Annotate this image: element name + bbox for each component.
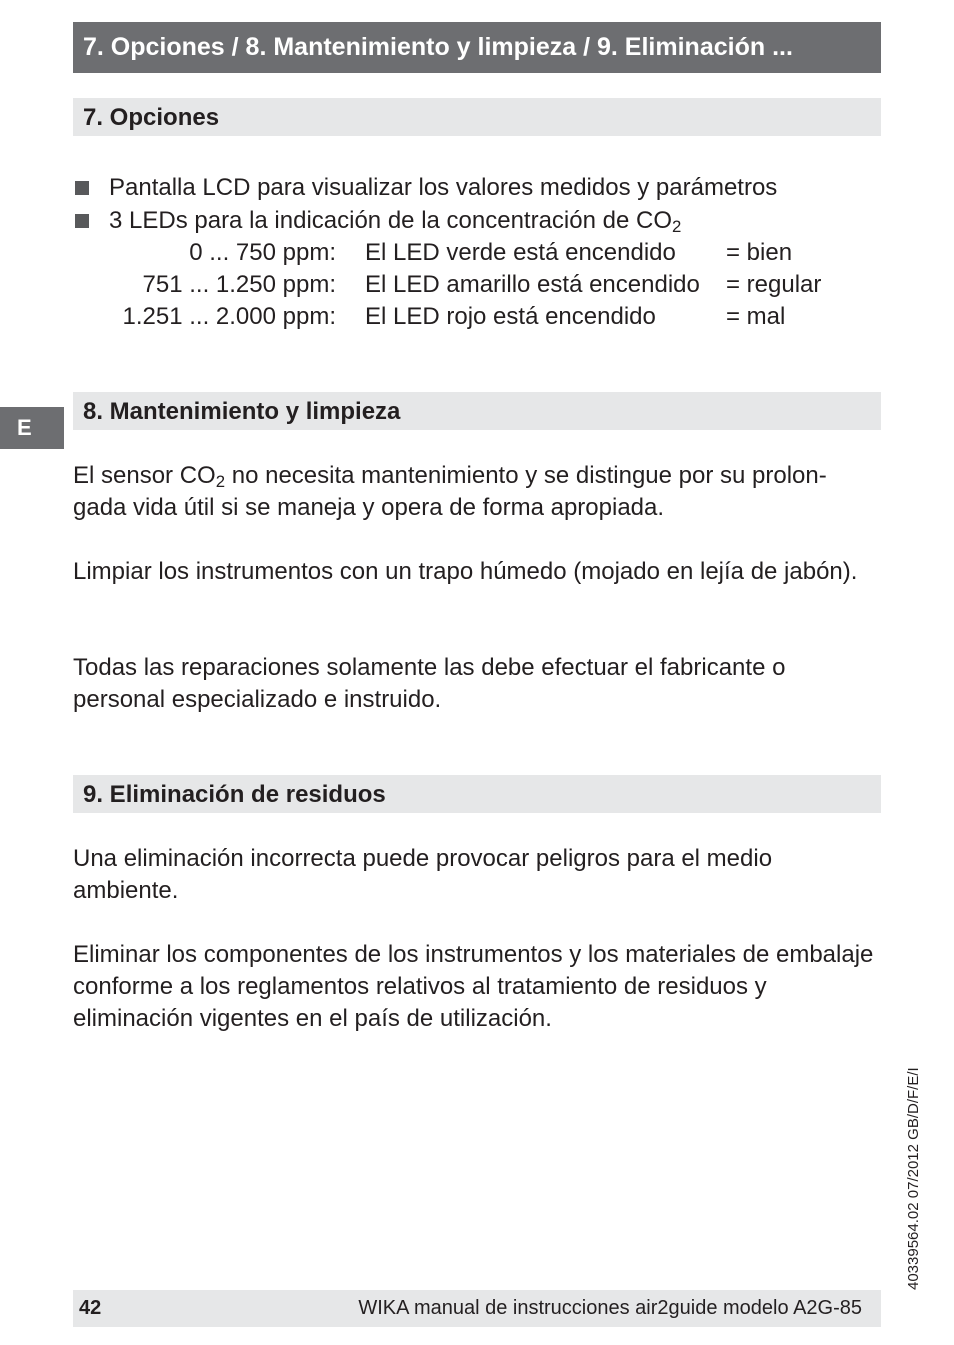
co2-subscript: 2 bbox=[215, 472, 226, 492]
co2-subscript: 2 bbox=[672, 217, 682, 237]
page-header: 7. Opciones / 8. Mantenimiento y limpieza / 9. Eliminación ... bbox=[73, 22, 881, 73]
document-code: 40339564.02 07/2012 GB/D/F/E/I bbox=[905, 1067, 922, 1290]
led-rating: = bien bbox=[726, 239, 793, 266]
led-description: El LED verde está encendido bbox=[365, 239, 676, 266]
paragraph-cleaning: Limpiar los instrumentos con un trapo húmedo (mojado en lejía de jabón). bbox=[73, 558, 858, 585]
section-heading-mantenimiento: 8. Mantenimiento y limpieza bbox=[73, 392, 881, 430]
bullet-leds-text: 3 LEDs para la indicación de la concentración de CO bbox=[109, 207, 672, 234]
led-range: 1.251 ... 2.000 ppm: bbox=[122, 303, 336, 330]
sensor-text-b: no necesita mantenimiento y se distingue por su prolon- bbox=[225, 462, 827, 489]
paragraph-disposal-instructions: Eliminar los componentes de los instrumentos y los materiales de embalaje conforme a los reglamentos relativos al tratamiento de residuos y eliminación vigentes en el país de utilización. bbox=[73, 941, 874, 1032]
language-tab: E bbox=[0, 407, 64, 449]
sensor-text-a: El sensor CO bbox=[73, 462, 216, 489]
bullet-leds bbox=[109, 205, 681, 237]
led-rating: = regular bbox=[726, 271, 822, 298]
paragraph-repairs: Todas las reparaciones solamente las debe efectuar el fabricante o personal especializado e instruido. bbox=[73, 654, 786, 713]
led-range: 0 ... 750 ppm: bbox=[189, 239, 336, 266]
page-footer bbox=[73, 1290, 881, 1327]
led-range: 751 ... 1.250 ppm: bbox=[142, 271, 336, 298]
bullet-lcd: Pantalla LCD para visualizar los valores medidos y parámetros bbox=[109, 174, 778, 201]
page-number: 42 bbox=[79, 1297, 102, 1319]
led-rating: = mal bbox=[726, 303, 786, 330]
section-heading-eliminacion: 9. Eliminación de residuos bbox=[73, 775, 881, 813]
led-description: El LED rojo está encendido bbox=[365, 303, 656, 330]
bullet-square-icon bbox=[75, 181, 89, 195]
footer-title: WIKA manual de instrucciones air2guide modelo A2G-85 bbox=[358, 1297, 862, 1319]
paragraph-disposal-warning: Una eliminación incorrecta puede provocar peligros para el medio ambiente. bbox=[73, 845, 773, 904]
bullet-square-icon bbox=[75, 214, 89, 228]
paragraph-sensor bbox=[73, 460, 827, 492]
section-heading-opciones: 7. Opciones bbox=[73, 98, 881, 136]
led-description: El LED amarillo está encendido bbox=[365, 271, 700, 298]
paragraph-sensor-line2: gada vida útil si se maneja y opera de forma apropiada. bbox=[73, 494, 665, 521]
